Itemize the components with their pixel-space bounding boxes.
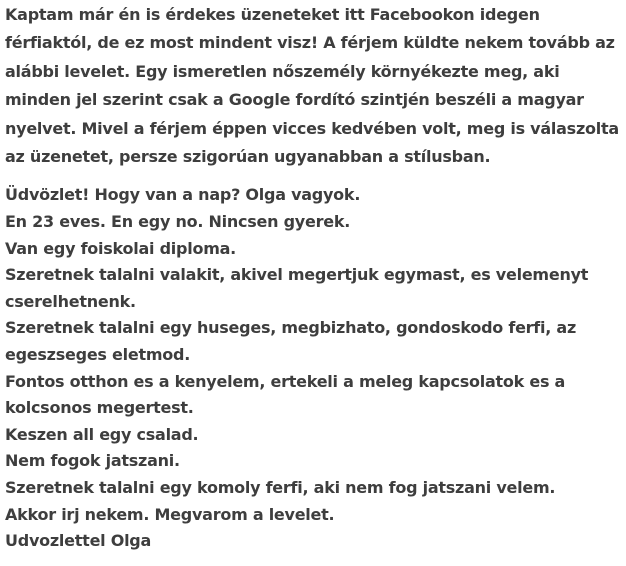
letter-line: Akkor irj nekem. Megvarom a levelet. [5,504,335,524]
letter-line: Szeretnek talalni egy huseges, megbizhato, gondoskodo ferfi, az egeszseges eletmod. [5,318,577,364]
letter-line: Keszen all egy csalad. [5,424,199,444]
letter-line: Nem fogok jatszani. [5,451,180,471]
intro-paragraph: Kaptam már én is érdekes üzeneteket itt Facebookon idegen férfiaktól, de ez most mindent visz! A férjem küldte nekem tovább az alábbi levelet. Egy ismeretlen nőszemély környékezte meg, aki minden jel szerint csak a Google fordító szintjén beszéli a magyar nyelvet. Mivel a férjem éppen vicces kedvében volt, meg is válaszolta az üzenetet, persze szigorúan ugyanabban a stílusban. [5,5,619,167]
letter-line: Fontos otthon es a kenyelem, ertekeli a meleg kapcsolatok es a kolcsonos megertest. [5,371,566,418]
letter-line: Szeretnek talalni valakit, akivel megertjuk egymast, es velemenyt cserelhetnenk. [5,265,589,311]
post-body [5,0,625,555]
letter-signature: Udvozlettel Olga [5,531,152,551]
letter-line: Üdvözlet! Hogy van a nap? Olga vagyok. [5,185,361,205]
letter-line: Van egy foiskolai diploma. [5,238,236,258]
letter-line: En 23 eves. En egy no. Nincsen gyerek. [5,212,351,232]
letter-line: Szeretnek talalni egy komoly ferfi, aki nem fog jatszani velem. [5,477,556,497]
quoted-letter [5,182,625,554]
